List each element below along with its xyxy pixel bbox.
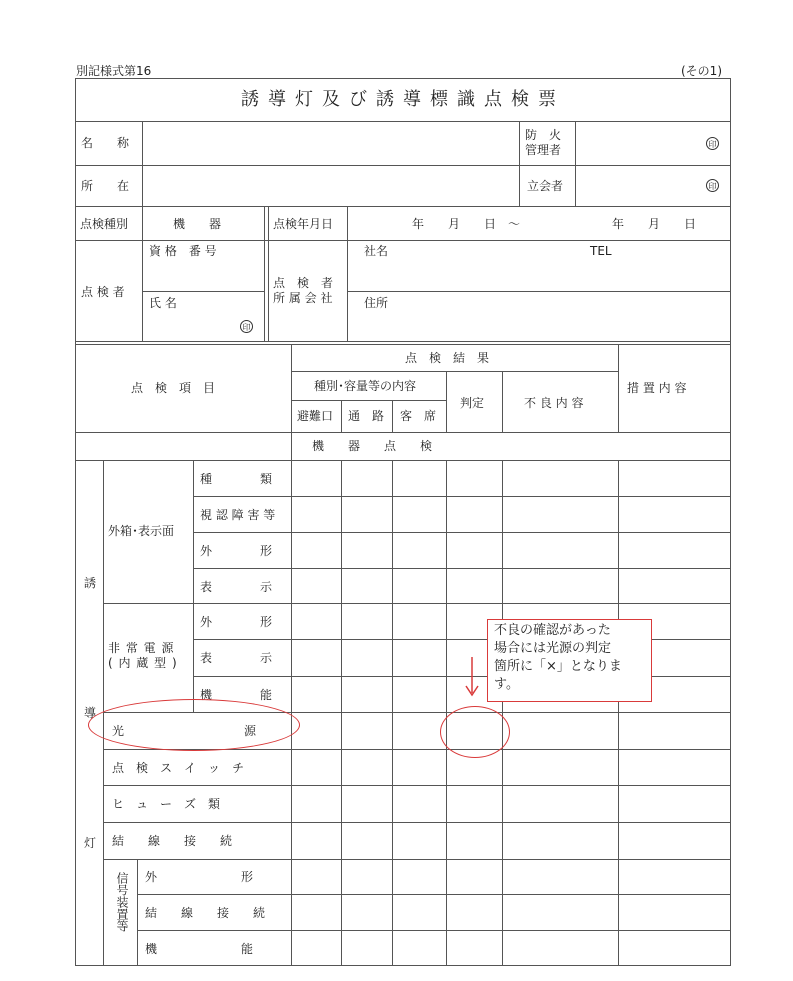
fire-manager-field[interactable]	[577, 123, 727, 163]
name-field[interactable]	[144, 123, 517, 163]
side-label-3: 灯	[84, 836, 97, 850]
name-label: 名 称	[81, 136, 130, 150]
result-header: 点 検 結 果	[405, 351, 490, 365]
row-label-power-function: 機 能	[200, 688, 273, 702]
col-seats-header: 客 席	[400, 409, 437, 423]
witness-field[interactable]	[577, 167, 727, 204]
page-label: (その1)	[681, 64, 722, 78]
defect-header: 不 良 内 容	[524, 396, 584, 410]
frame-top	[75, 78, 731, 79]
type-capacity-header: 種別･容量等の内容	[314, 379, 417, 393]
fire-manager-label: 防 火 管理者	[525, 128, 562, 157]
row-label-visibility: 視 認 障 害 等	[200, 508, 276, 522]
row-label-type: 種 類	[200, 472, 273, 486]
group-signal-device: 信号装置等	[115, 872, 129, 932]
row-label-light-source: 光 源	[112, 724, 257, 738]
row-label-signal-function: 機 能	[145, 942, 254, 956]
group-emergency-power: 非 常 電 源 ( 内 蔵 型 )	[108, 641, 178, 670]
col-passage-header: 通 路	[348, 409, 385, 423]
company-label: 点 検 者 所 属 会 社	[273, 276, 334, 305]
row-label-power-display: 表 示	[200, 651, 273, 665]
seal-icon: 印	[240, 320, 253, 333]
location-label: 所 在	[81, 179, 130, 193]
arrow-down-icon	[462, 655, 482, 700]
side-label-2: 導	[84, 706, 97, 720]
row-label-exterior-shape: 外 形	[200, 544, 273, 558]
date-to[interactable]: 年 月 日	[612, 217, 697, 231]
form-title: 誘導灯及び誘導標識点検票	[241, 89, 565, 110]
judgment-header: 判定	[460, 396, 485, 410]
item-header: 点 検 項 目	[131, 381, 216, 395]
seal-icon: 印	[706, 179, 719, 192]
row-label-power-shape: 外 形	[200, 615, 273, 629]
inspection-type-label: 点検種別	[80, 217, 129, 231]
row-label-signal-shape: 外 形	[145, 870, 254, 884]
frame-right	[730, 78, 731, 966]
qualification-label: 資 格 番 号	[149, 244, 217, 258]
seal-icon: 印	[706, 137, 719, 150]
judgment-highlight	[440, 706, 510, 758]
row-label-signal-wiring: 結 線 接 続	[145, 906, 266, 920]
frame-bottom	[75, 965, 731, 966]
row-label-check-switch: 点 検 ス イ ッ チ	[112, 761, 245, 775]
annotation-callout: 不良の確認があった 場合には光源の判定 箇所に「×」となりま す。	[487, 619, 652, 702]
frame-left	[75, 78, 76, 966]
company-name-label: 社名	[364, 244, 389, 258]
group-exterior: 外箱･表示面	[108, 524, 175, 538]
action-header: 措 置 内 容	[627, 381, 687, 395]
tel-label: TEL	[590, 244, 612, 258]
col-exit-header: 避難口	[297, 409, 334, 423]
inspection-date-label: 点検年月日	[273, 217, 334, 231]
row-label-wiring: 結 線 接 続	[112, 834, 233, 848]
witness-label: 立会者	[527, 179, 564, 193]
row-label-display: 表 示	[200, 580, 273, 594]
side-label-1: 誘	[84, 576, 97, 590]
location-field[interactable]	[144, 167, 517, 204]
date-from[interactable]: 年 月 日 ～	[412, 217, 521, 231]
inspection-type-value: 機 器	[173, 217, 222, 231]
inspector-label: 点 検 者	[81, 285, 125, 299]
light-source-highlight	[88, 699, 300, 751]
address-label: 住所	[364, 296, 389, 310]
section-title: 機 器 点 検	[312, 439, 433, 453]
row-label-fuses: ヒ ュ ー ズ 類	[112, 797, 221, 811]
form-number: 別記様式第16	[76, 64, 152, 78]
inspector-name-label: 氏 名	[149, 296, 177, 310]
